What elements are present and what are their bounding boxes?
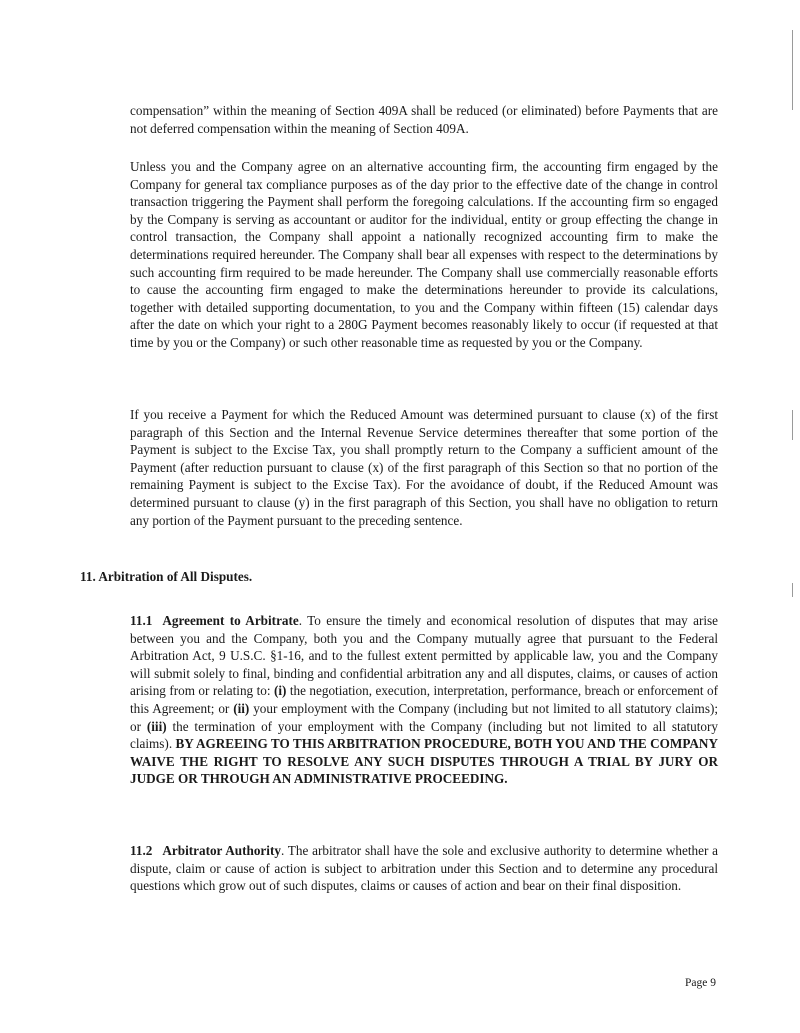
section-heading-arbitration: 11. Arbitration of All Disputes.: [80, 569, 253, 584]
subsection-text: the negotiation, execution, interpretation, performance, breach or enforcement of this Agreement; or: [130, 683, 718, 716]
item-marker: (iii): [146, 718, 167, 734]
jury-waiver-notice: BY AGREEING TO THIS ARBITRATION PROCEDURE, BOTH YOU AND THE COMPANY WAIVE THE RIGHT TO RESOLVE ANY SUCH DISPUTES THROUGH A TRIAL BY JURY OR JUDGE OR THROUGH AN ADMINISTRATIVE PROCEEDING.: [130, 736, 718, 787]
subsection-text: your employment with the Company (including but not limited to all statutory claims); or: [130, 700, 719, 734]
subsection-11-2: [130, 842, 718, 895]
subsection-text: . The arbitrator shall have the sole and exclusive authority to determine whether a dispute, claim or cause of action is subject to arbitration under this Section and to determine any procedural questions which grow out of such disputes, claims or causes of action and bear on their final disposition.: [130, 843, 718, 894]
item-marker: (i): [273, 683, 287, 699]
subsection-title: Arbitrator Authority: [162, 843, 281, 858]
subsection-11-1: [130, 612, 718, 788]
page-number: Page 9: [685, 977, 716, 989]
subsection-number: 11.2: [130, 843, 153, 858]
paragraph-excise-tax-return: If you receive a Payment for which the Reduced Amount was determined pursuant to clause (x) of the first paragraph of this Section and the Internal Revenue Service determines thereafter that some portion of the Payment is subject to the Excise Tax, you shall promptly return to the Company a sufficient amount of the Payment (after reduction pursuant to clause (x) of the first paragraph of this Section so that no portion of the remaining Payment is subject to the Excise Tax). For the avoidance of doubt, if the Reduced Amount was determined pursuant to clause (y) in the first paragraph of this Section, you shall have no obligation to return any portion of the Payment pursuant to the preceding sentence.: [130, 407, 718, 528]
item-marker: (ii): [233, 700, 250, 716]
subsection-number: 11.1: [130, 613, 153, 628]
scan-margin-mark: [792, 410, 793, 440]
scan-margin-mark: [792, 30, 793, 110]
paragraph-accounting-firm: Unless you and the Company agree on an alternative accounting firm, the accounting firm engaged by the Company for general tax compliance purposes as of the day prior to the effective date of the change in control transaction triggering the Payment shall perform the foregoing calculations. If the accounting firm so engaged by the Company is serving as accountant or auditor for the individual, entity or group effecting the change in control transaction, the Company shall appoint a nationally recognized accounting firm to make the determinations required hereunder. The Company shall bear all expenses with respect to the determinations by such accounting firm required to be made hereunder. The Company shall use commercially reasonable efforts to cause the accounting firm engaged to make the determinations hereunder to provide its calculations, together with detailed supporting documentation, to you and the Company within fifteen (15) calendar days after the date on which your right to a 280G Payment becomes reasonably likely to occur (if requested at that time by you or the Company) or such other reasonable time as requested by you or the Company.: [130, 159, 718, 350]
subsection-text: the termination of your employment with the Company (including but not limited to all statutory claims).: [130, 718, 718, 752]
paragraph-409a-reduction: compensation” within the meaning of Section 409A shall be reduced (or eliminated) before Payments that are not deferred compensation within the meaning of Section 409A.: [130, 103, 718, 136]
scan-margin-mark: [792, 583, 793, 597]
subsection-text: . To ensure the timely and economical resolution of disputes that may arise between you and the Company, both you and the Company mutually agree that pursuant to the Federal Arbitration Act, 9 U.S.C. §1-16, and to the fullest extent permitted by applicable law, you and the Company will submit solely to final, binding and confidential arbitration any and all disputes, claims, or causes of action arising from or relating to:: [130, 613, 718, 699]
subsection-title: Agreement to Arbitrate: [162, 613, 299, 628]
